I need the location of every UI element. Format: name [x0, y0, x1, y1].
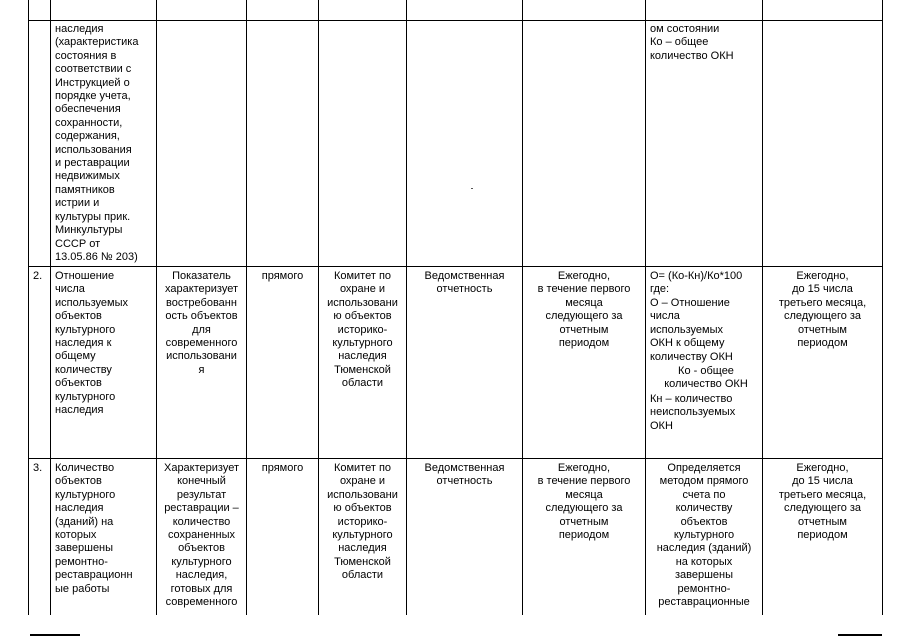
row3-number: 3.	[33, 462, 43, 474]
row2-deadline: Ежегодно, до 15 числа третьего месяца, следующего за отчетным периодом	[778, 270, 867, 350]
col-border-1	[50, 0, 51, 615]
row2-indicator-name: Отношение числа используемых объектов культурного наследия к общему количеству объектов культурного наследия	[55, 270, 129, 417]
row2-period: Ежегодно, в течение первого месяца следующего за отчетным периодом	[537, 270, 631, 350]
row3-type: прямого	[261, 462, 304, 474]
row3-source: Ведомственная отчетность	[424, 462, 505, 488]
col-border-9	[882, 0, 883, 615]
row2-number: 2.	[33, 270, 43, 282]
scan-speck	[471, 188, 473, 189]
row2-method-formula: О= (Ко-Кн)/Ко*100 где:	[650, 270, 743, 296]
row2-method-ko-definition: Ко - общее количество ОКН	[664, 365, 748, 391]
row2-method-kn-definition: Кн – количество неиспользуемых ОКН	[650, 393, 736, 432]
row3-period: Ежегодно, в течение первого месяца следующего за отчетным периодом	[537, 462, 631, 542]
col-border-0	[28, 0, 29, 615]
scan-edge-right	[838, 634, 882, 636]
scan-edge-left	[30, 634, 80, 636]
row3-method: Определяется методом прямого счета по количеству объектов культурного наследия (зданий) на которых завершены ремонтно- реставрационные	[656, 462, 752, 609]
row1-indicator-name: наследия (характеристика состояния в соответствии с Инструкцией о порядке учета, обеспечения сохранности, содержания, использования и реставрации недвижимых памятников истрии и культуры прик. Минкультуры СССР от 13.05.86 № 203)	[55, 23, 139, 263]
row2-description: Показатель характеризует востребованн ость объектов для современного использовани я	[164, 270, 239, 376]
row3-description: Характеризует конечный результат реставрации – количество сохраненных объектов культурного наследия, готовых для современного	[163, 462, 239, 609]
row2-method-o-definition: О – Отношение числа используемых ОКН к общему количеству ОКН	[650, 297, 733, 363]
row3-deadline: Ежегодно, до 15 числа третьего месяца, следующего за отчетным периодом	[778, 462, 867, 542]
col-border-3	[246, 0, 247, 615]
row3-indicator-name: Количество объектов культурного наследия (зданий) на которых завершены ремонтно- реставрационн ые работы	[55, 462, 133, 595]
row2-responsible: Комитет по охране и использовани ю объектов историко- культурного наследия Тюменской области	[327, 270, 398, 390]
row2-source: Ведомственная отчетность	[424, 270, 505, 296]
row1-method: ом состоянии Ко – общее количество ОКН	[650, 23, 734, 62]
row2-type: прямого	[261, 270, 304, 282]
row3-responsible: Комитет по охране и использовани ю объектов историко- культурного наследия Тюменской области	[327, 462, 398, 582]
